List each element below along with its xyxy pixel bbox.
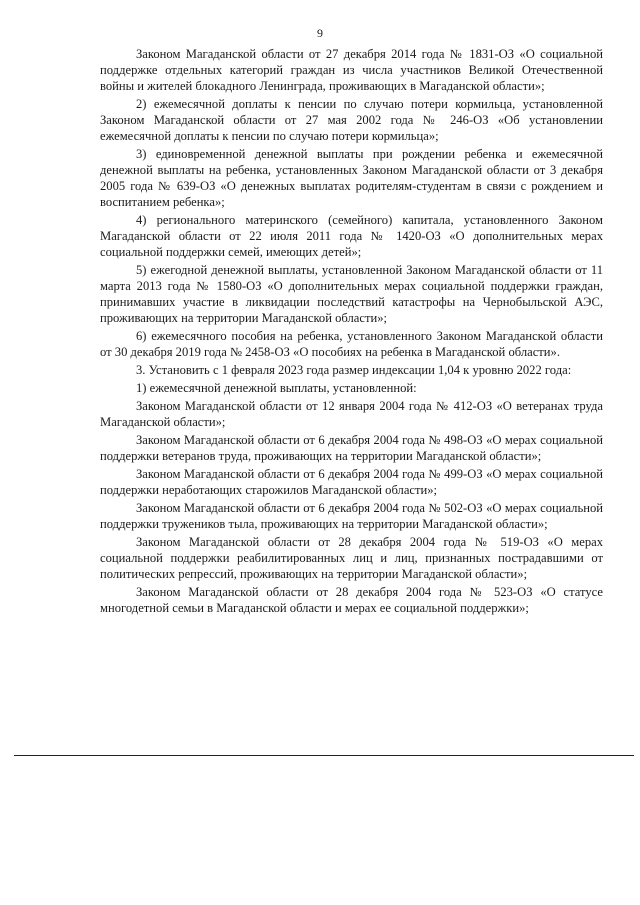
- paragraph: Законом Магаданской области от 6 декабря 2004 года № 498-ОЗ «О мерах социальной поддержки ветеранов труда, проживающих на территории Магаданской области»;: [100, 433, 603, 463]
- paragraph: Законом Магаданской области от 6 декабря 2004 года № 499-ОЗ «О мерах социальной поддержки неработающих старожилов Магаданской области»;: [100, 467, 603, 497]
- paragraph: 3) единовременной денежной выплаты при рождении ребенка и ежемесячной денежной выплаты на ребенка, установленных Законом Магаданской области от 3 декабря 2005 года № 639-ОЗ «О денежных выплатах родителям-студентам в связи с рождением и воспитанием ребенка»;: [100, 147, 603, 209]
- paragraph: Законом Магаданской области от 12 января 2004 года № 412-ОЗ «О ветеранах труда Магаданской области»;: [100, 399, 603, 429]
- paragraph: Законом Магаданской области от 6 декабря 2004 года № 502-ОЗ «О мерах социальной поддержки тружеников тыла, проживающих на территории Магаданской области»;: [100, 501, 603, 531]
- paragraph: Законом Магаданской области от 27 декабря 2014 года № 1831-ОЗ «О социальной поддержке отдельных категорий граждан из числа участников Великой Отечественной войны и жителей блокадного Ленинграда, проживающих в Магаданской области»;: [100, 47, 603, 93]
- footer-divider: [14, 755, 634, 756]
- paragraph: 1) ежемесячной денежной выплаты, установленной:: [136, 381, 417, 395]
- page-number: 9: [317, 26, 323, 40]
- paragraph: Законом Магаданской области от 28 декабря 2004 года № 519-ОЗ «О мерах социальной поддержки реабилитированных лиц и лиц, признанных пострадавшими от политических репрессий, проживающих на территории Магаданской области»;: [100, 535, 603, 581]
- paragraph: 6) ежемесячного пособия на ребенка, установленного Законом Магаданской области от 30 декабря 2019 года № 2458-ОЗ «О пособиях на ребенка в Магаданской области».: [100, 329, 603, 359]
- paragraph: 2) ежемесячной доплаты к пенсии по случаю потери кормильца, установленной Законом Магаданской области от 27 мая 2002 года № 246-ОЗ «Об установлении ежемесячной доплаты к пенсии по случаю потери кормильца»;: [100, 97, 603, 143]
- paragraph: 4) регионального материнского (семейного) капитала, установленного Законом Магаданской области от 22 июля 2011 года № 1420-ОЗ «О дополнительных мерах социальной поддержки семей, имеющих детей»;: [100, 213, 603, 259]
- paragraph: 5) ежегодной денежной выплаты, установленной Законом Магаданской области от 11 марта 2013 года № 1580-ОЗ «О дополнительных мерах социальной поддержки граждан, принимавших участие в ликвидации последствий катастрофы на Чернобыльской АЭС, проживающих на территории Магаданской области»;: [100, 263, 603, 325]
- paragraph: Законом Магаданской области от 28 декабря 2004 года № 523-ОЗ «О статусе многодетной семьи в Магаданской области и мерах ее социальной поддержки»;: [100, 585, 603, 615]
- paragraph: 3. Установить с 1 февраля 2023 года размер индексации 1,04 к уровню 2022 года:: [136, 363, 572, 377]
- document-body: [100, 46, 603, 618]
